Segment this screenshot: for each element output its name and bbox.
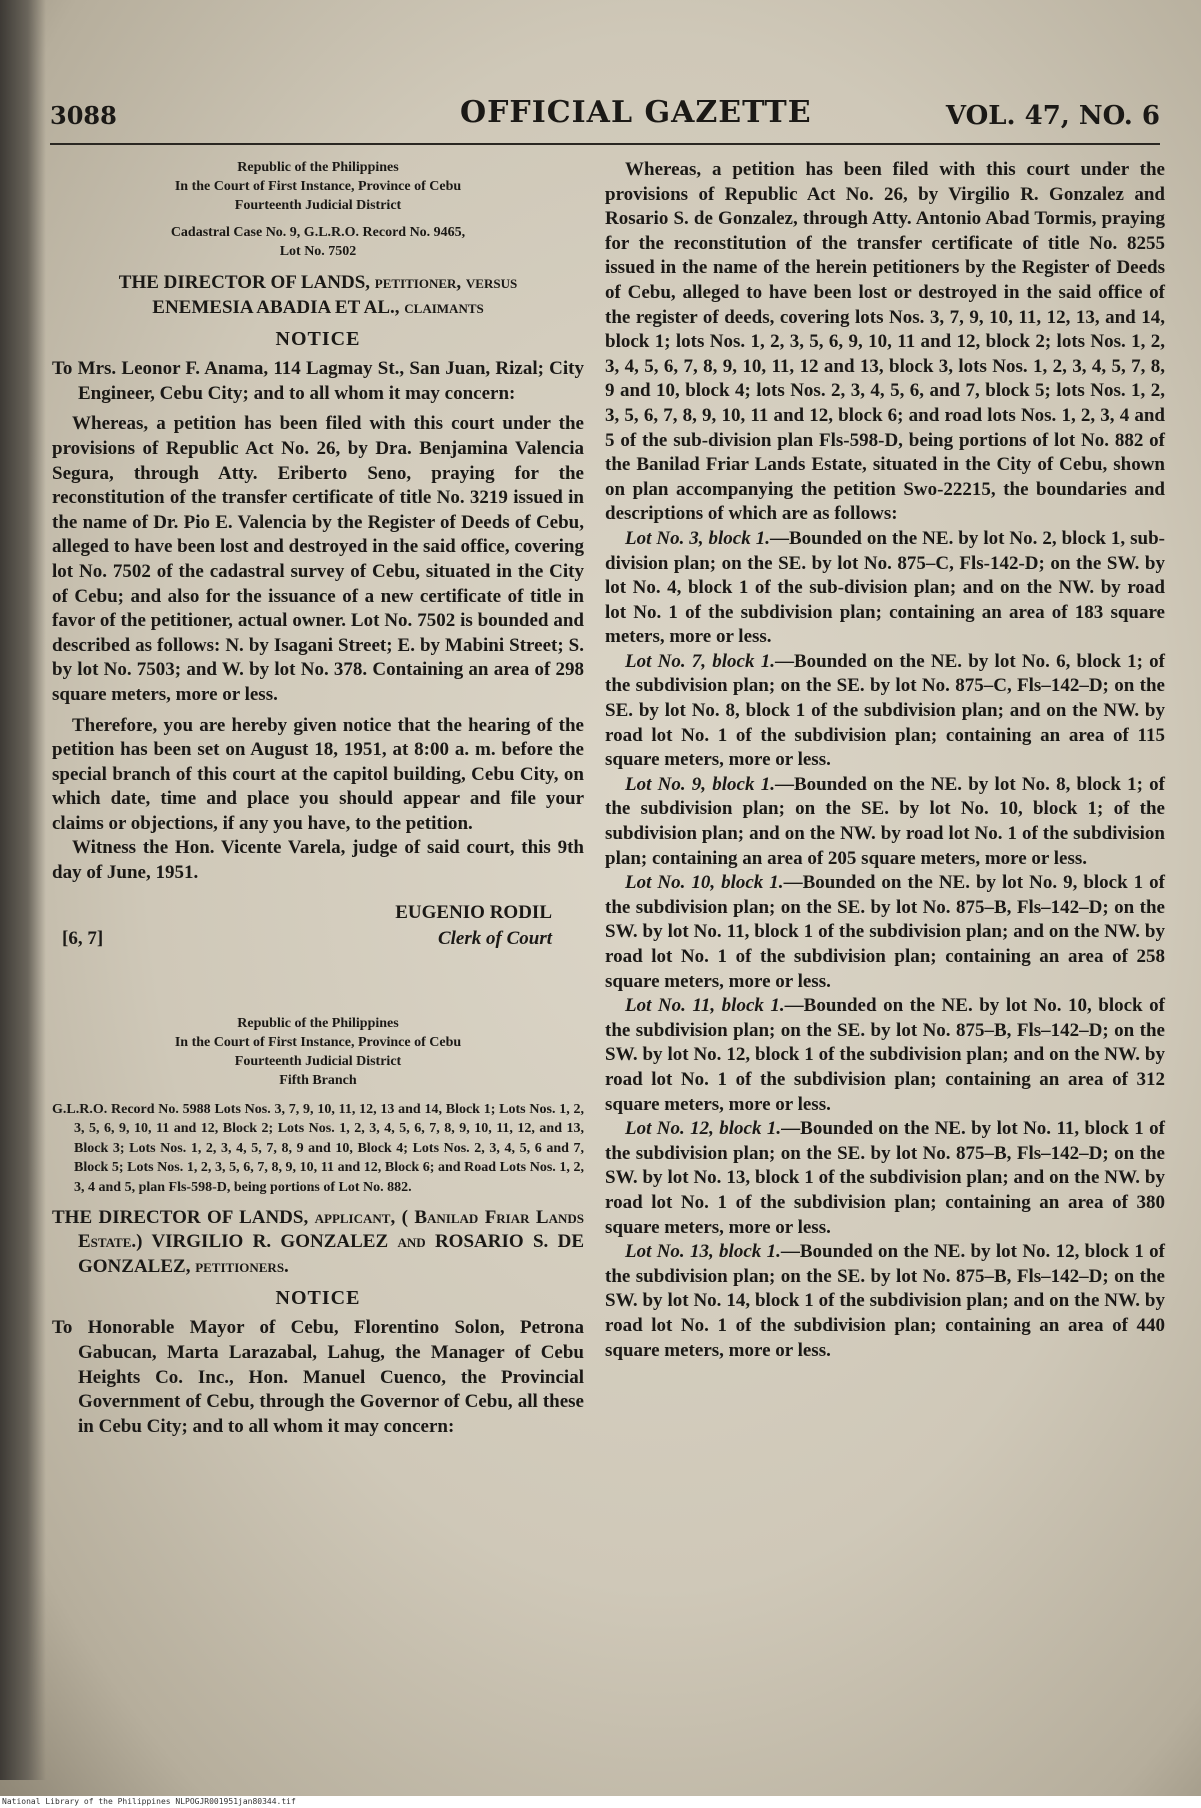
notice-heading: NOTICE [275, 1287, 361, 1310]
lot-text: —Bounded on the NE. by lot No. 10, block of the subdivision plan; on the SE. by lot No. 875–B, Fls–142–D; on the SW. by lot No. 12, block 1 of the subdivision plan; and on the NW. by road lot No. 1 of the subdivision plan; containing an area of 312 square meters, more or less. [605, 995, 1165, 1115]
case-number: Cadastral Case No. 9, G.L.R.O. Record No. 9465, [170, 225, 466, 240]
lot-description [605, 1117, 1165, 1240]
lot-text: —Bounded on the NE. by lot No. 11, block 1 of the subdivision plan; on the SE. by lot No. 875–B, Fls–142–D; on the SW. by lot No. 13, block 1 of the subdivision plan; and on the NW. by road lot No. 1 of the subdivision plan; containing an area of 380 square meters, more or less. [605, 1118, 1165, 1238]
lot-text: —Bounded on the NE. by lot No. 6, block 1; of the subdivision plan; on the SE. by lot No. 875–C, Fls–142–D; on the SE. by lot No. 8, block 1 of the subdivision plan; and on the NW. by road lot No. 1 of the subdivision plan; containing an area of 115 square meters, more or less. [605, 650, 1165, 771]
parties-paragraph: THE DIRECTOR OF LANDS, applicant, ( Banilad Friar Lands Estate.) VIRGILIO R. GONZALEZ and ROSARIO S. DE GONZALEZ, petitioners. [52, 1206, 584, 1277]
scan-footer: National Library of the Philippines NLPOGJR001951jan80344.tif [0, 1796, 1201, 1808]
lot-text: —Bounded on the NE. by lot No. 12, block 1 of the subdivision plan; on the SE. by lot No. 875–B, Fls–142–D; on the SW. by lot No. 14, block 1 of the subdivision plan; and on the NW. by road lot No. 1 of the subdivision plan; containing an area of 440 square meters, more or less. [605, 1241, 1165, 1361]
court-line: Republic of the Philippines [237, 160, 399, 175]
signer-title: Clerk of Court [437, 927, 552, 949]
left-column [52, 158, 584, 1439]
lot-number: Lot No. 7502 [279, 244, 357, 259]
lot-description [605, 650, 1165, 773]
court-line: In the Court of First Instance, Province of Cebu [174, 179, 462, 194]
volume-number: VOL. 47, NO. 6 [945, 101, 1160, 131]
court-caption-1 [52, 158, 584, 215]
notice-paragraph: Witness the Hon. Vicente Varela, judge of said court, this 9th day of June, 1951. [52, 837, 584, 884]
signature-block [52, 902, 584, 962]
lot-description [605, 527, 1165, 650]
issue-reference: [6, 7] [62, 927, 104, 949]
court-caption-2 [52, 1014, 584, 1090]
record-description: G.L.R.O. Record No. 5988 Lots Nos. 3, 7, 9, 10, 11, 12, 13 and 14, Block 1; Lots Nos. 1, 2, 3, 5, 6, 9, 10, 11 and 12, Block 2; Lots Nos. 1, 2, 3, 4, 5, 6, 7, 8, 9, 10, 11, 12, and 13, Block 3; Lots Nos. 1, 2, 3, 4, 5, 7, 8, 9 and 10, Block 4; Lots Nos. 2, 3, 4, 5, 6 and 7, Block 5; Lots Nos. 1, 2, 3, 5, 6, 7, 8, 9, 10, 11 and 12, Block 6; and Road Lots Nos. 1, 2, 3, 4 and 5, plan Fls-598-D, being portions of Lot No. 882. [52, 1101, 584, 1196]
lot-title: Lot No. 3, block 1. [625, 527, 770, 549]
lot-title: Lot No. 13, block 1. [625, 1241, 781, 1263]
right-column [605, 158, 1165, 1363]
lot-text: —Bounded on the NE. by lot No. 8, block 1; of the subdivision plan; on the SE. by lot No. 10, block 1; of the subdivision plan; and on the NW. by road lot No. 1 of the subdivision plan; containing an area of 205 square meters, more or less. [605, 773, 1165, 869]
lot-title: Lot No. 10, block 1. [625, 872, 784, 894]
court-line: Fourteenth Judicial District [234, 1053, 402, 1069]
notice-paragraph: Therefore, you are hereby given notice that the hearing of the petition has been set on August 18, 1951, at 8:00 a. m. before the special branch of this court at the capitol building, Cebu City, on which date, time and place you should appear and file your claims or objections, if any you have, to the petition. [52, 714, 584, 834]
notice-separator [52, 962, 584, 1014]
addressee: To Honorable Mayor of Cebu, Florentino Solon, Petrona Gabucan, Marta Larazabal, Lahug, the Manager of Cebu Heights Co. Inc., Hon. Manuel Cuenco, the Provincial Government of Cebu, through the Governor of Cebu, all these in Cebu City; and to all whom it may concern: [52, 1317, 584, 1437]
petition-paragraph: Whereas, a petition has been filed with this court under the provisions of Republic Act No. 26, by Virgilio R. Gonzalez and Rosario S. de Gonzalez, through Atty. Antonio Abad Tormis, praying for the reconstitution of the transfer certificate of title No. 8255 issued in the name of the herein petitioners by the Register of Deeds of Cebu, alleged to have been lost or destroyed in the said office of the register of deeds, covering lots Nos. 3, 7, 9, 10, 11, 12, 13, and 14, block 1; lots Nos. 1, 2, 3, 5, 6, 9, 10, 11 and 12, block 2; lots Nos. 1, 2, 3, 4, 5, 6, 7, 8, 9, 10, 11, 12 and 13, block 3, lots Nos. 1, 2, 3, 4, 5, 7, 8, 9 and 10, block 4; lots Nos. 2, 3, 4, 5, 6, and 7, block 5; lots Nos. 1, 2, 3, 5, 6, 7, 8, 9, 10, 11 and 12, block 6; and road lots Nos. 1, 2, 3, 4 and 5 of the sub-division plan Fls-598-D, being portions of lot No. 882 of the Banilad Friar Lands Estate, situated in the City of Cebu, shown on plan accompanying the petition Swo-22215, the boundaries and descriptions of which are as follows: [605, 159, 1165, 525]
court-line: Fifth Branch [279, 1072, 357, 1088]
signer-name: EUGENIO RODIL [395, 901, 552, 923]
notice-paragraph: Whereas, a petition has been filed with this court under the provisions of Republic Act No. 26, by Dra. Benjamina Valencia Segura, through Atty. Eriberto Seno, praying for the reconstitution of the transfer certificate of title No. 3219 issued in the name of Dr. Pio E. Valencia by the Register of Deeds of Cebu, alleged to have been lost and destroyed in the said office, covering lot No. 7502 of the cadastral survey of Cebu, situated in the City of Cebu; and also for the issuance of a new certificate of title in favor of the petitioner, actual owner. Lot No. 7502 is bounded and described as follows: N. by Isagani Street; E. by Mabini Street; S. by lot No. 7503; and W. by lot No. 378. Containing an area of 298 square meters, more or less. [52, 413, 584, 705]
court-line: Republic of the Philippines [237, 1015, 399, 1031]
lot-title: Lot No. 7, block 1. [625, 650, 775, 672]
lot-description [605, 773, 1165, 871]
lot-text: —Bounded on the NE. by lot No. 2, block 1, sub-division plan; on the SE. by lot No. 875–C, Fls-142-D; on the SW. by lot No. 4, block 1 of the sub-division plan; and on the NW. by road lot No. 1 of the subdivision plan; containing an area of 183 square meters, more or less. [605, 527, 1165, 648]
parties-line: ENEMESIA ABADIA ET AL., claimants [152, 296, 484, 318]
lot-description [605, 1240, 1165, 1363]
lot-title: Lot No. 9, block 1. [625, 773, 775, 795]
lot-text: —Bounded on the NE. by lot No. 9, block 1 of the subdivision plan; on the SE. by lot No. 875–B, Fls–142–D; on the SW. by lot No. 11, block 1 of the subdivision plan; and on the NW. by road lot No. 1 of the subdivision plan; containing an area of 258 square meters, more or less. [605, 872, 1165, 992]
lot-title: Lot No. 12, block 1. [625, 1118, 782, 1140]
addressee: To Mrs. Leonor F. Anama, 114 Lagmay St., San Juan, Rizal; City Engineer, Cebu City; and to all whom it may concern: [52, 358, 584, 404]
lot-descriptions [605, 527, 1165, 1363]
lot-description [605, 871, 1165, 994]
header-rule [50, 143, 1160, 145]
parties-line: THE DIRECTOR OF LANDS, petitioner, versus [118, 272, 518, 293]
court-line: Fourteenth Judicial District [234, 198, 402, 213]
lot-title: Lot No. 11, block 1. [625, 995, 785, 1017]
page-number: 3088 [50, 101, 117, 130]
court-line: In the Court of First Instance, Province of Cebu [174, 1034, 462, 1050]
notice-heading: NOTICE [275, 328, 361, 351]
page-binding-shadow [0, 0, 46, 1780]
page-header [50, 95, 1160, 135]
publication-title: OFFICIAL GAZETTE [460, 95, 812, 130]
lot-description [605, 994, 1165, 1117]
